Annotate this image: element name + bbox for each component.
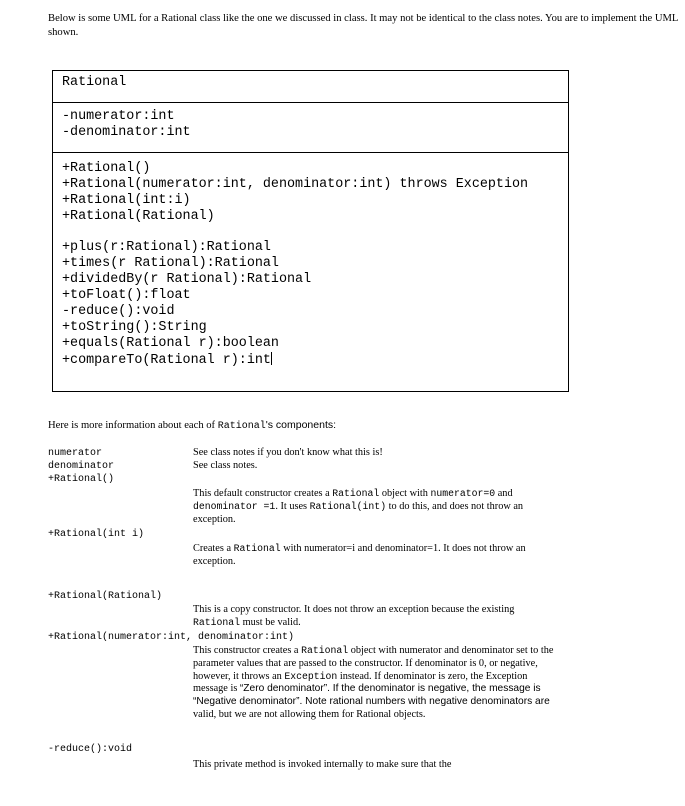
more-info-class-code: Rational [217, 421, 266, 432]
more-info-prefix: Here is more information about each of [48, 420, 218, 431]
uml-constructor: +Rational(Rational) [62, 209, 215, 224]
component-name: -reduce():void [48, 744, 133, 755]
component-name: +Rational(int i) [48, 529, 145, 540]
component-description: Creates a Rational with numerator=i and denominator=1. It does not throw an exception. [193, 543, 526, 567]
component-description: This default constructor creates a Rational object with numerator=0 and denominator =1. It uses Rational(int) to do this, and does not throw an exception. [193, 488, 524, 525]
component-description: See class notes. [193, 460, 258, 471]
uml-class-diagram [52, 70, 569, 392]
component-name: +Rational() [48, 474, 115, 485]
uml-method: +toFloat():float [62, 288, 191, 303]
component-name: +Rational(numerator:int, denominator:int) [48, 632, 295, 643]
uml-method: -reduce():void [62, 304, 175, 319]
component-name: denominator [48, 461, 115, 472]
component-description: See class notes if you don't know what this is! [193, 447, 383, 458]
component-name: +Rational(Rational) [48, 591, 163, 602]
component-description: This constructor creates a Rational object with numerator and denominator set to the parameter values that are passed to the constructor. If denominator is 0, or negative, however, it throws an Exception instead. If denominator is zero, the Exception message is “Zero denominator”. If the denominator is negative, the message is “Negative denominator”. Note rational numbers with negative denominators are valid, but we are not allowing them for Rational objects. [193, 645, 554, 720]
uml-constructor: +Rational(int:i) [62, 193, 191, 208]
uml-name-section [53, 71, 568, 103]
component-description: This is a copy constructor. It does not throw an exception because the existing Rational must be valid. [193, 604, 515, 628]
uml-field: -numerator:int [62, 109, 175, 124]
uml-class-name: Rational [62, 75, 127, 90]
uml-methods-section [53, 153, 568, 391]
component-name: numerator [48, 448, 103, 459]
more-info-suffix: 's components: [265, 419, 337, 431]
component-description: This private method is invoked internally to make sure that the [193, 759, 452, 770]
uml-method: +toString():String [62, 320, 207, 335]
uml-field: -denominator:int [62, 125, 191, 140]
intro-paragraph: Below is some UML for a Rational class like the one we discussed in class. It may not be identical to the class notes. You are to implement the UML shown. [48, 13, 679, 38]
more-info-heading [48, 418, 336, 434]
uml-method: +times(r Rational):Rational [62, 256, 279, 271]
uml-constructor: +Rational(numerator:int, denominator:int) throws Exception [62, 177, 529, 192]
uml-constructor: +Rational() [62, 161, 151, 176]
text-cursor [271, 352, 272, 365]
uml-method [62, 352, 272, 369]
uml-fields-section [53, 103, 568, 153]
uml-method: +dividedBy(r Rational):Rational [62, 272, 312, 287]
uml-method: +equals(Rational r):boolean [62, 336, 279, 351]
uml-method: +plus(r:Rational):Rational [62, 240, 271, 255]
uml-method-text: +compareTo(Rational r):int [62, 353, 271, 368]
